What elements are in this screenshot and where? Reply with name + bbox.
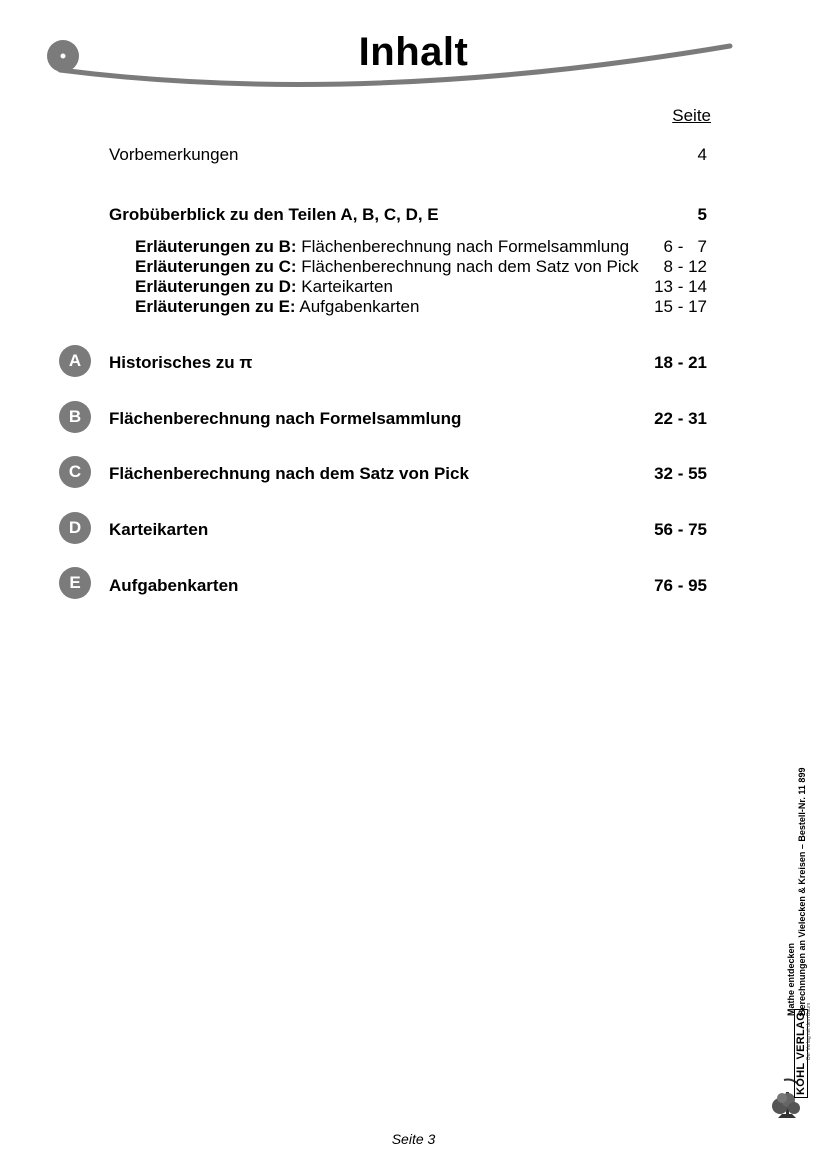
toc-explanation-c — [135, 257, 707, 277]
section-pages: 56 - 75 — [654, 520, 707, 539]
explanation-text: Aufgabenkarten — [295, 297, 420, 316]
explanation-text: Karteikarten — [296, 277, 393, 296]
section-pages: 22 - 31 — [654, 409, 707, 428]
explanation-label: Erläuterungen zu C: — [135, 257, 297, 276]
toc-entry-label: Grobüberblick zu den Teilen A, B, C, D, E — [109, 205, 439, 224]
page-title: Inhalt — [358, 30, 469, 74]
section-pages: 76 - 95 — [654, 576, 707, 595]
toc-explanation-d — [135, 277, 707, 297]
explanation-label: Erläuterungen zu D: — [135, 277, 297, 296]
section-badge-b: B — [59, 401, 91, 433]
toc-entry-pages: 15 - 17 — [654, 297, 707, 316]
page-column-heading: Seite — [672, 106, 711, 125]
book-subtitle: Berechnungen an Vielecken & Kreisen – Bestell-Nr. 11 899 — [797, 767, 807, 1016]
explanation-text: Flächenberechnung nach dem Satz von Pick — [296, 257, 639, 276]
toc-explanation-b — [135, 237, 707, 257]
toc-entry-pages: 13 - 14 — [654, 277, 707, 296]
toc-entry-label: Vorbemerkungen — [109, 145, 239, 164]
toc-section-b — [109, 409, 707, 429]
section-title: Aufgabenkarten — [109, 576, 239, 595]
toc-section-a — [109, 353, 707, 373]
section-badge-d: D — [59, 512, 91, 544]
toc-section-c — [109, 464, 707, 484]
toc-section-e — [109, 576, 707, 596]
section-title: Karteikarten — [109, 520, 209, 539]
section-title: Historisches zu π — [109, 353, 253, 372]
explanation-label: Erläuterungen zu E: — [135, 297, 296, 316]
section-pages: 32 - 55 — [654, 464, 707, 483]
publisher-logo-text: KOHL VERLAG — [794, 1009, 808, 1098]
section-title: Flächenberechnung nach dem Satz von Pick — [109, 464, 469, 483]
book-series: Mathe entdecken — [786, 942, 796, 1016]
toc-entry-pages: 6 - 7 — [663, 237, 707, 256]
page-number: Seite 3 — [391, 1131, 436, 1147]
toc-entry-pages: 4 — [697, 145, 707, 164]
section-badge-e: E — [59, 567, 91, 599]
section-pages: 18 - 21 — [654, 353, 707, 372]
toc-entry-pages: 8 - 12 — [663, 257, 707, 276]
section-badge-c: C — [59, 456, 91, 488]
toc-section-d — [109, 520, 707, 540]
explanation-label: Erläuterungen zu B: — [135, 237, 297, 256]
section-title: Flächenberechnung nach Formelsammlung — [109, 409, 462, 428]
toc-explanation-e — [135, 297, 707, 317]
section-badge-a: A — [59, 345, 91, 377]
toc-entry-overview — [109, 205, 707, 225]
toc-entry-pages: 5 — [697, 205, 707, 224]
book-info-vertical — [786, 768, 808, 1016]
explanation-text: Flächenberechnung nach Formelsammlung — [296, 237, 630, 256]
publisher-tagline: Der Verlag mit dem Baum — [806, 1002, 812, 1060]
toc-entry-intro — [109, 145, 707, 165]
